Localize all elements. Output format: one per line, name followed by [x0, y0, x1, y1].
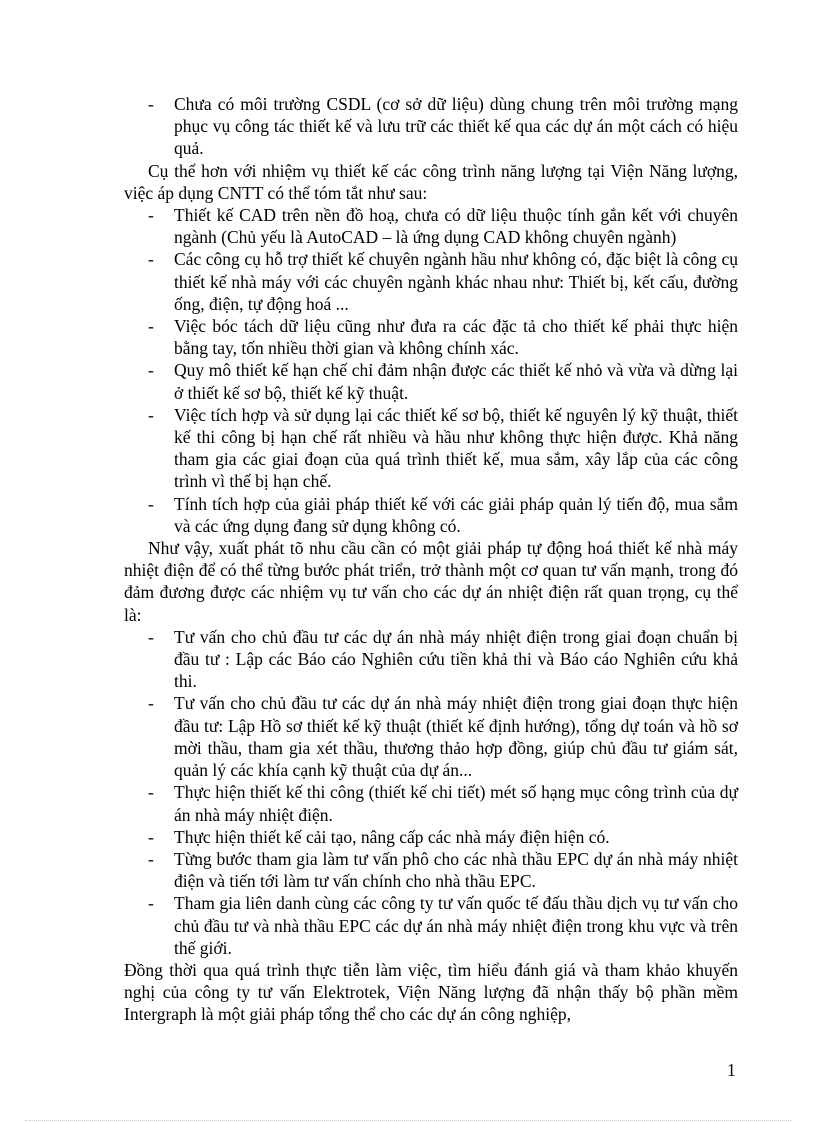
bullet-text: Việc bóc tách dữ liệu cũng như đưa ra các đặc tả cho thiết kế phải thực hiện bằng tay, tốn nhiều thời gian và không chính xác.: [174, 316, 738, 359]
bullet-text: Chưa có môi trường CSDL (cơ sở dữ liệu) dùng chung trên môi trường mạng phục vụ công tác thiết kế và lưu trữ các thiết kế qua các dự án một cách có hiệu quả.: [174, 94, 738, 159]
bullet-text: Thực hiện thiết kế cải tạo, nâng cấp các nhà máy điện hiện có.: [174, 826, 610, 847]
page-number: 1: [727, 1060, 736, 1080]
bullet-dash: -: [148, 848, 154, 869]
bullet-dash: -: [148, 782, 154, 803]
bullet-dash: -: [148, 404, 154, 425]
bullet-item: [124, 404, 738, 493]
bullet-item: [124, 626, 738, 693]
bullet-text: Quy mô thiết kế hạn chế chỉ đảm nhận được các thiết kế nhỏ và vừa và dừng lại ở thiết kế sơ bộ, thiết kế kỹ thuật.: [174, 360, 738, 403]
bullet-dash: -: [148, 249, 154, 270]
bullet-text: Thiết kế CAD trên nền đồ hoạ, chưa có dữ liệu thuộc tính gắn kết với chuyên ngành (Chủ yếu là AutoCAD – là ứng dụng CAD không chuyên ngành): [174, 205, 738, 248]
bullet-item: [124, 848, 738, 892]
paragraph: Như vậy, xuất phát tõ nhu cầu cần có một giải pháp tự động hoá thiết kế nhà máy nhiệt điện để có thể từng bước phát triển, trở thành một cơ quan tư vấn mạnh, trong đó đảm đương được các nhiệm vụ tư vấn cho các dự án nhiệt điện rất quan trọng, cụ thể là:: [124, 538, 738, 625]
bullet-text: Tính tích hợp của giải pháp thiết kế với các giải pháp quản lý tiến độ, mua sắm và các ứng dụng đang sử dụng không có.: [174, 493, 738, 536]
bullet-item: [124, 359, 738, 403]
bullet-text: Tư vấn cho chủ đầu tư các dự án nhà máy nhiệt điện trong giai đoạn thực hiện đầu tư: Lập Hồ sơ thiết kế kỹ thuật (thiết kế định hướng), tổng dự toán và hồ sơ mời thầu, tham gia xét thầu, thương thảo hợp đồng, giúp chủ đầu tư giám sát, quản lý các khía cạnh kỹ thuật của dự án...: [174, 693, 738, 781]
paragraph: Cụ thể hơn với nhiệm vụ thiết kế các công trình năng lượng tại Viện Năng lượng, việc áp dụng CNTT có thể tóm tắt như sau:: [124, 160, 738, 203]
bullet-item: [124, 93, 738, 160]
bullet-dash: -: [148, 493, 154, 514]
bullet-dash: -: [148, 360, 154, 381]
bullet-dash: -: [148, 205, 154, 226]
paragraph: Đồng thời qua quá trình thực tiễn làm việc, tìm hiểu đánh giá và tham khảo khuyến nghị của công ty tư vấn Elektrotek, Viện Năng lượng đã nhận thấy bộ phần mềm Intergraph là một giải pháp tổng thể cho các dự án công nghiệp,: [124, 959, 738, 1025]
bullet-text: Từng bước tham gia làm tư vấn phô cho các nhà thầu EPC dự án nhà máy nhiệt điện và tiến tới làm tư vấn chính cho nhà thầu EPC.: [174, 848, 738, 892]
document-body: [124, 93, 738, 1026]
bullet-item: [124, 248, 738, 315]
bullet-item: [124, 204, 738, 248]
bullet-item: [124, 493, 738, 537]
bullet-text: Các công cụ hỗ trợ thiết kế chuyên ngành hầu như không có, đặc biệt là công cụ thiết kế nhà máy với các chuyên ngành khác nhau như: Thiết bị, kết cấu, đường ống, điện, tự động hoá ...: [174, 249, 738, 314]
bullet-text: Thực hiện thiết kế thi công (thiết kế chi tiết) mét số hạng mục công trình của dự án nhà máy nhiệt điện.: [174, 782, 738, 825]
bullet-text: Tư vấn cho chủ đầu tư các dự án nhà máy nhiệt điện trong giai đoạn chuẩn bị đầu tư : Lập các Báo cáo Nghiên cứu tiền khả thi và Báo cáo Nghiên cứu khả thi.: [174, 626, 738, 692]
bullet-item: [124, 781, 738, 825]
bullet-item: [124, 892, 738, 959]
bullet-dash: -: [148, 94, 154, 114]
bullet-item: [124, 692, 738, 781]
bullet-item: [124, 315, 738, 359]
bullet-dash: -: [148, 316, 154, 337]
bullet-text: Tham gia liên danh cùng các công ty tư vấn quốc tế đấu thầu dịch vụ tư vấn cho chủ đầu tư và nhà thầu EPC các dự án nhà máy nhiệt điện trong khu vực và trên thế giới.: [174, 893, 738, 958]
bullet-dash: -: [148, 893, 154, 914]
page-divider: [25, 1120, 791, 1121]
bullet-dash: -: [148, 826, 154, 847]
bullet-dash: -: [148, 693, 154, 714]
bullet-text: Việc tích hợp và sử dụng lại các thiết kế sơ bộ, thiết kế nguyên lý kỹ thuật, thiết kế thi công bị hạn chế rất nhiều và hầu như không thực hiện được. Khả năng tham gia các giai đoạn của quá trình thiết kế, mua sắm, xây lắp của các công trình vì thế bị hạn chế.: [174, 404, 738, 492]
bullet-item: [124, 826, 738, 848]
bullet-dash: -: [148, 626, 154, 647]
